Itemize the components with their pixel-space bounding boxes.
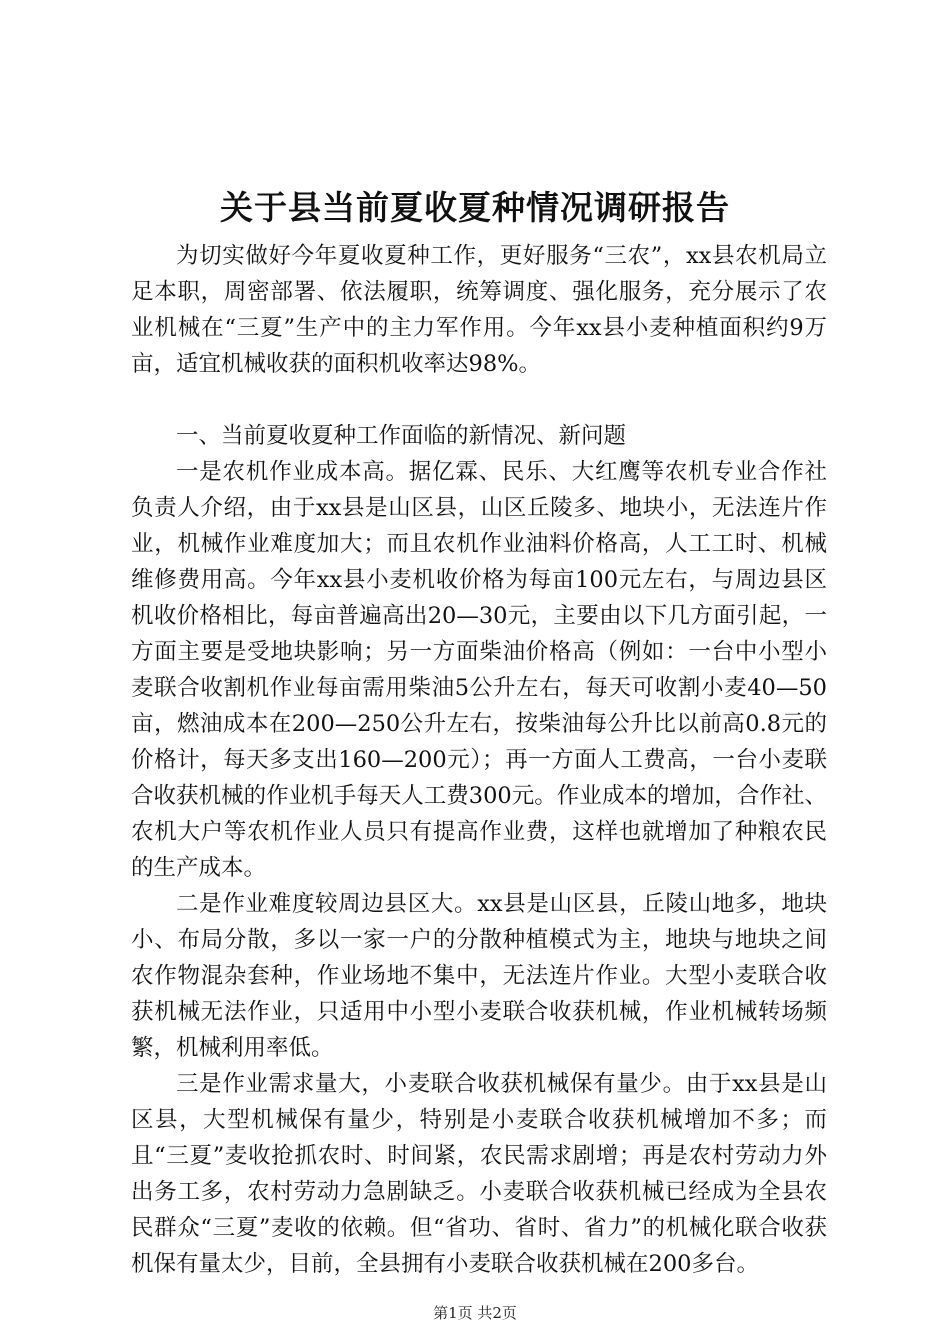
body-paragraph-cost: 一是农机作业成本高。据亿霖、民乐、大红鹰等农机专业合作社负责人介绍，由于xx县是山区县，山区丘陵多、地块小，无法连片作业，机械作业难度加大；而且农机作业油料价格高，人工工时、机械维修费用高。今年xx县小麦机收价格为每亩100元左右，与周边县区机收价格相比，每亩普遍高出20—30元，主要由以下几方面引起，一方面主要是受地块影响；另一方面柴油价格高（例如：一台中小型小麦联合收割机作业每亩需用柴油5公升左右，每天可收割小麦40—50亩，燃油成本在200—250公升左右，按柴油每公升比以前高0.8元的价格计，每天多支出160—200元）；再一方面人工费高，一台小麦联合收获机械的作业机手每天人工费300元。作业成本的增加，合作社、农机大户等农机作业人员只有提高作业费，这样也就增加了种粮农民的生产成本。 — [131, 459, 827, 881]
page-number-footer: 第1页 共2页 — [433, 1304, 517, 1322]
body-paragraph-demand: 三是作业需求量大，小麦联合收获机械保有量少。由于xx县是山区县，大型机械保有量少，特别是小麦联合收获机械增加不多；而且“三夏”麦收抢抓农时、时间紧，农民需求剧增；再是农村劳动力外出务工多，农村劳动力急剧缺乏。小麦联合收获机械已经成为全县农民群众“三夏”麦收的依赖。但“省功、省时、省力”的机械化联合收获机保有量太少，目前，全县拥有小麦联合收获机械在200多台。 — [131, 1071, 827, 1277]
document-body — [131, 238, 827, 1282]
body-paragraph-difficulty: 二是作业难度较周边县区大。xx县是山区县，丘陵山地多，地块小、布局分散，多以一家一户的分散种植模式为主，地块与地块之间农作物混杂套种，作业场地不集中，无法连片作业。大型小麦联合收获机械无法作业，只适用中小型小麦联合收获机械，作业机械转场频繁，机械利用率低。 — [131, 891, 827, 1061]
intro-paragraph: 为切实做好今年夏收夏种工作，更好服务“三农”，xx县农机局立足本职，周密部署、依法履职，统筹调度、强化服务，充分展示了农业机械在“三夏”生产中的主力军作用。今年xx县小麦种植面积约9万亩，适宜机械收获的面积机收率达98%。 — [131, 243, 827, 377]
document-title: 关于县当前夏收夏种情况调研报告 — [220, 188, 730, 227]
section-heading: 一、当前夏收夏种工作面临的新情况、新问题 — [176, 423, 627, 449]
